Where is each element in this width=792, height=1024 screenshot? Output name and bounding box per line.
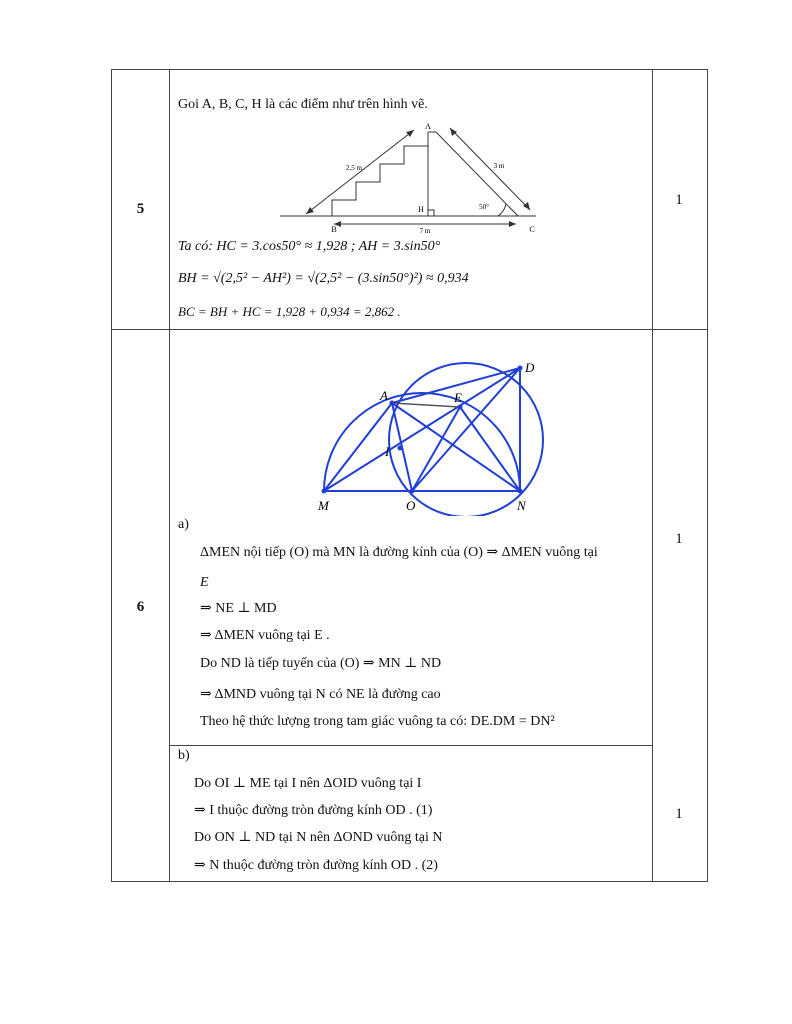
score-q5: 1 [675, 192, 683, 208]
q6a-line5: Do ND là tiếp tuyến của (O) ⇒ MN ⊥ ND [200, 656, 442, 671]
fig5-len-left: 2,5 m [346, 164, 362, 172]
q6a-line3: ⇒ NE ⊥ MD [200, 601, 277, 616]
q6a-label: a) [178, 517, 189, 532]
q6b-line3: Do ON ⊥ ND tại N nên ΔOND vuông tại N [194, 830, 443, 845]
q6a-line7: Theo hệ thức lượng trong tam giác vuông ta có: DE.DM = DN² [200, 714, 555, 729]
row-divider [112, 329, 707, 330]
q5-line1: Ta có: HC = 3.cos50° ≈ 1,928 ; AH = 3.sin50° [178, 239, 441, 254]
answer-table [111, 69, 708, 882]
staircase-figure [280, 120, 540, 238]
q5-line3: BC = BH + HC = 1,928 + 0,934 = 2,862 . [178, 304, 401, 319]
column-divider [169, 70, 170, 881]
q5-intro: Goi A, B, C, H là các điểm như trên hình vẽ. [178, 97, 428, 112]
fig5-angle: 50° [479, 203, 489, 211]
score-q6b: 1 [675, 806, 683, 822]
q6b-line1: Do OI ⊥ ME tại I nên ΔOID vuông tại I [194, 776, 422, 791]
fig6-label-E: E [454, 390, 462, 405]
fig5-len-right: 3 m [493, 162, 505, 170]
fig6-label-D: D [525, 360, 535, 375]
q6a-line6: ⇒ ΔMND vuông tại N có NE là đường cao [200, 687, 441, 702]
score-q6a: 1 [675, 531, 683, 547]
fig5-label-B: B [331, 225, 337, 234]
fig6-label-M: M [318, 498, 329, 513]
q5-line2: BH = √(2,5² − AH²) = √(2,5² − (3.sin50°)²) ≈ 0,934 [178, 271, 469, 286]
fig5-len-bottom: 7 m [419, 227, 431, 235]
q6b-label: b) [178, 748, 190, 763]
q6b-line4: ⇒ N thuộc đường tròn đường kính OD . (2) [194, 858, 438, 873]
fig6-label-N: N [517, 498, 526, 513]
fig5-label-C: C [529, 225, 535, 234]
q6a-line2: E [200, 575, 209, 590]
fig5-label-A: A [425, 122, 431, 131]
fig6-label-O: O [406, 498, 416, 513]
q6a-line1: ΔMEN nội tiếp (O) mà MN là đường kính của (O) ⇒ ΔMEN vuông tại [200, 545, 598, 560]
question-number-6: 6 [136, 599, 145, 615]
fig6-label-I: I [385, 444, 390, 459]
subrow-divider [169, 745, 652, 746]
q6a-line4: ⇒ ΔMEN vuông tại E . [200, 628, 330, 643]
question-number-5: 5 [136, 201, 145, 217]
q6b-line2: ⇒ I thuộc đường tròn đường kính OD . (1) [194, 803, 433, 818]
circle-geometry-figure [312, 356, 552, 516]
fig5-label-H: H [418, 205, 424, 214]
fig6-label-A: A [380, 388, 388, 403]
